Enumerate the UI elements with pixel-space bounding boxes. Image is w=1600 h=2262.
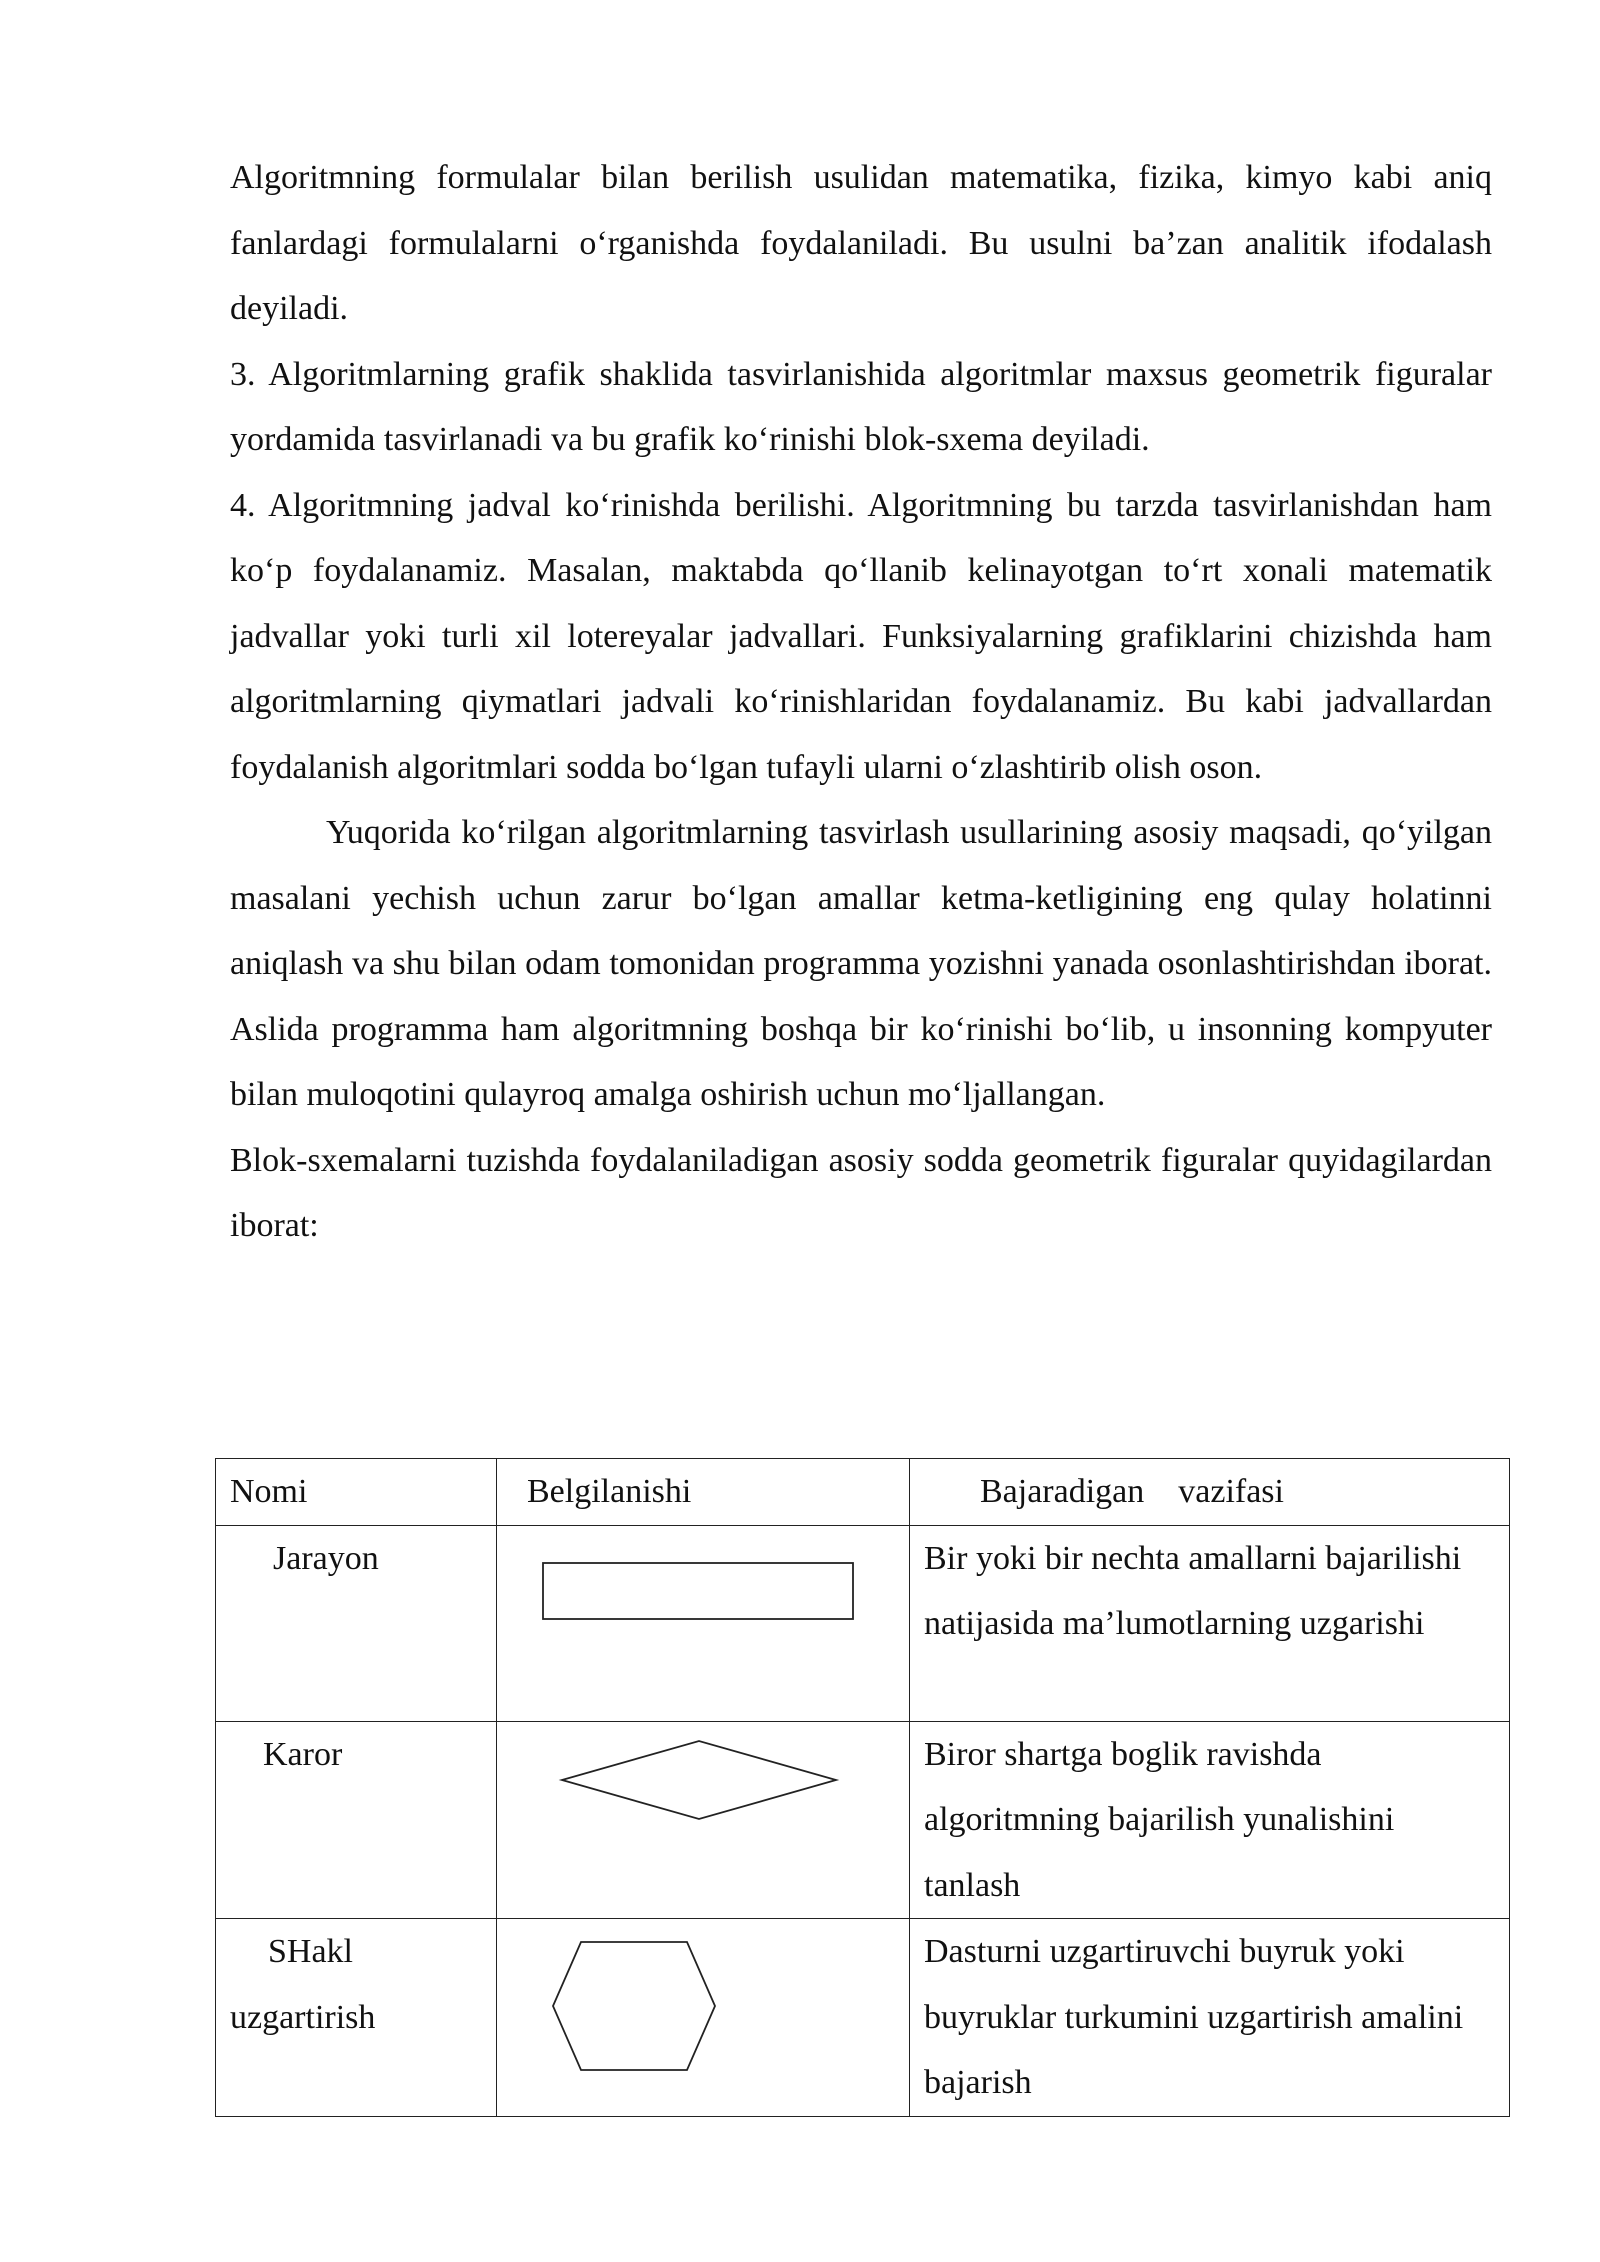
row-task-cell: Dasturni uzgartiruvchi buyruk yoki buyruklar turkumini uzgartirish amalini bajarish [910, 1919, 1510, 2117]
flowchart-symbols-table [215, 1458, 1510, 2117]
paragraph-formula-method: Algoritmning formulalar bilan berilish usulidan matematika, fizika, kimyo kabi aniq fanlardagi formulalarni o‘rganishda foydalaniladi. Bu usulni ba’zan analitik ifodalash deyiladi. [230, 159, 1492, 327]
row-name-line1: SHakl [268, 1933, 353, 1970]
table-header-row [216, 1459, 1510, 1526]
row-name-line2: uzgartirish [230, 1998, 376, 2036]
document-page [230, 145, 1492, 1259]
decision-diamond-icon [497, 1722, 910, 1918]
paragraph-purpose: Yuqorida ko‘rilgan algoritmlarning tasvirlash usullarining asosiy maqsadi, qo‘yilgan masalani yechish uchun zarur bo‘lgan amallar ketma-ketligining eng qulay holatinni aniqlash va shu bilan odam tomonidan programma yozishni yanada osonlashtirishdan iborat. Aslida programma ham algoritmning boshqa bir ko‘rinishi bo‘lib, u insonning kompyuter bilan muloqotini qulayroq amalga oshirish uchun mo‘ljallangan. [230, 814, 1492, 1113]
table-row [216, 1721, 1510, 1919]
header-name: Nomi [216, 1459, 497, 1526]
row-name: Karor [263, 1735, 343, 1773]
header-task: Bajaradigan vazifasi [910, 1459, 1510, 1526]
row-symbol-cell [497, 1721, 910, 1919]
row-name-cell [216, 1721, 497, 1919]
row-task-cell: Bir yoki bir nechta amallarni bajarilishi natijasida ma’lumotlarning uzgarishi [910, 1525, 1510, 1721]
row-symbol-cell [497, 1525, 910, 1721]
paragraph-table-intro: Blok-sxemalarni tuzishda foydalaniladigan asosiy sodda geometrik figuralar quyidagilardan iborat: [230, 1141, 1492, 1244]
header-symbol: Belgilanishi [497, 1459, 910, 1526]
row-task-cell: Biror shartga boglik ravishda algoritmning bajarilish yunalishini tanlash [910, 1721, 1510, 1919]
paragraph-graphic-method: 3. Algoritmlarning grafik shaklida tasvirlanishida algoritmlar maxsus geometrik figuralar yordamida tasvirlanadi va bu grafik ko‘rinishi blok-sxema deyiladi. [230, 355, 1492, 458]
row-symbol-cell [497, 1919, 910, 2117]
row-name-cell [216, 1919, 497, 2117]
process-rectangle-icon [497, 1526, 910, 1722]
table-row [216, 1919, 1510, 2117]
row-name: Jarayon [273, 1539, 379, 1577]
row-name-cell [216, 1525, 497, 1721]
table-row [216, 1525, 1510, 1721]
modification-hexagon-icon [497, 1919, 910, 2115]
paragraph-table-method: 4. Algoritmning jadval ko‘rinishda berilishi. Algoritmning bu tarzda tasvirlanishdan ham ko‘p foydalanamiz. Masalan, maktabda qo‘llanib kelinayotgan to‘rt xonali matematik jadvallar yoki turli xil lotereyalar jadvallari. Funksiyalarning grafiklarini chizishda ham algoritmlarning qiymatlari jadvali ko‘rinishlaridan foydalanamiz. Bu kabi jadvallardan foydalanish algoritmlari sodda bo‘lgan tufayli ularni o‘zlashtirib olish oson. [230, 486, 1492, 786]
